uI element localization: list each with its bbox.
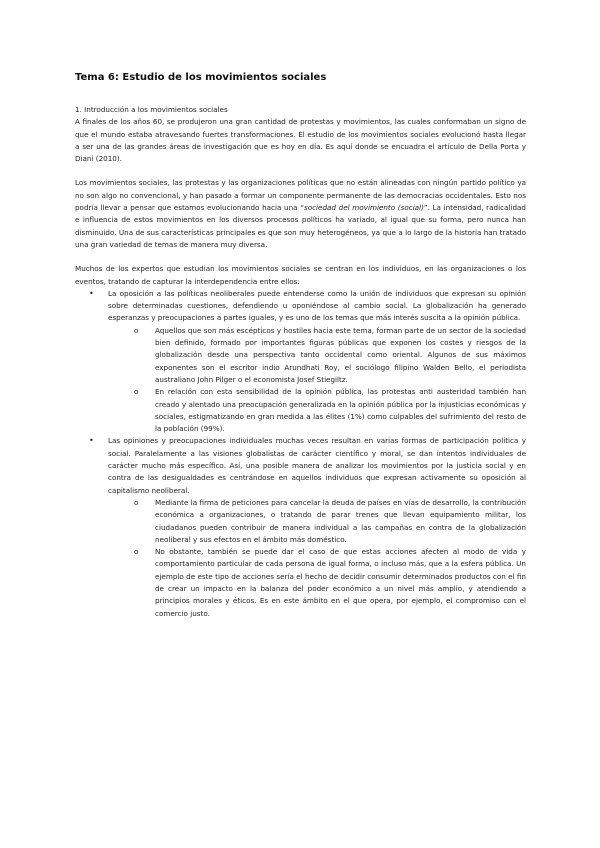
paragraph-2-text-start: Los movimientos sociales, las protestas y las organizaciones políticas que no están alineadas con ningún partido político ya no son algo no convencional, y han pasado a formar un componente permanente de las democracias occidentales. Esto nos podría llevar a pensar que estamos evolucionando hacia una “ <box>75 178 526 213</box>
list-item-text: La oposición a las políticas neoliberales puede entenderse como la unión de individuos que expresan su opinión sobre determinadas cuestiones, defendiendo u oponiéndose al cambio social. La globalización ha generado esperanzas y preocupaciones a partes iguales, y es uno de los temas que más interés suscita a la opinión pública. <box>108 288 526 323</box>
sub-list-item <box>134 497 526 546</box>
bullet-list <box>75 288 526 620</box>
intro-paragraph: A finales de los años 60, se produjeron una gran cantidad de protestas y movimientos, las cuales conformaban un signo de que el mundo estaba atravesando fuertes transformaciones. El estudio de los movimientos sociales evolucionó hasta llegar a ser una de las grandes áreas de investigación que es hoy en día. Es aquí donde se encuadra el artículo de Della Porta y Diani (2010). <box>75 117 526 164</box>
paragraph-2-text-end: ”. La intensidad, radicalidad e influencia de estos movimientos en los diversos procesos políticos ha variado, al igual que su forma, pero nunca han disminuido. Una de sus características principales es que son muy heterogéneos, ya que a lo largo de la historia han tratado una gran variedad de temas de manera muy diversa. <box>75 203 526 249</box>
paragraph-2 <box>75 177 526 251</box>
sub-bullet-list <box>108 325 526 436</box>
sub-bullet-icon: o <box>134 547 139 557</box>
paragraph-2-italic-term: sociedad del movimiento (social) <box>303 203 424 213</box>
paragraph-3: Muchos de los expertos que estudian los movimientos sociales se centran en los individuos, en las organizaciones o los eventos, tratando de capturar la interdependencia entre ellos: <box>75 264 526 286</box>
sub-list-item-text: No obstante, también se puede dar el caso de que estas acciones afecten al modo de vida y comportamiento particular de cada persona de igual forma, o incluso más, que a la esfera pública. Un ejemplo de este tipo de acciones sería el hecho de decidir consumir determinados productos con el fin de crear un impacto en la balanza del poder económico a un nivel más amplio, y atendiendo a principios morales y éticos. Es en este ámbito en el que opera, por ejemplo, el compromiso con el comercio justo. <box>155 547 526 618</box>
bullet-icon: • <box>89 436 94 446</box>
page-title: Tema 6: Estudio de los movimientos sociales <box>75 72 327 83</box>
sub-list-item-text: Mediante la firma de peticiones para cancelar la deuda de países en vías de desarrollo, la contribución económica a organizaciones, o tratando de parar trenes que llevan equipamiento militar, los ciudadanos pueden contribuir de manera individual a las campañas en contra de la globalización neoliberal y sus efectos en el ámbito más doméstico. <box>155 497 526 544</box>
list-item <box>75 288 526 436</box>
sub-list-item <box>134 546 526 620</box>
sub-list-item <box>134 325 526 386</box>
sub-bullet-icon: o <box>134 497 139 507</box>
document-body <box>75 104 526 620</box>
sub-bullet-icon: o <box>134 325 139 335</box>
list-item-text: Las opiniones y preocupaciones individuales muchas veces resultan en varias formas de participación política y social. Paralelamente a las visiones globalistas de carácter científico y moral, se dan intentos individuales de carácter mucho más específico. Así, una posible manera de analizar los movimientos por la justicia social y en contra de las desigualdades es centrándose en aquellos individuos que expresan activamente su oposición al capitalismo neoliberal. <box>108 436 526 495</box>
sub-list-item-text: Aquellos que son más escépticos y hostiles hacia este tema, forman parte de un sector de la sociedad bien definido, formado por importantes figuras públicas que exponen los costes y riesgos de la globalización desde una perspectiva tanto occidental como oriental. Algunos de sus máximos exponentes son el escritor indio Arundhati Roy, el sociólogo filipino Walden Bello, el periodista australiano John Pilger o el economista Josef Stiegiltz. <box>155 325 526 384</box>
sub-list-item <box>134 386 526 435</box>
bullet-icon: • <box>89 288 94 298</box>
section-heading: 1. Introducción a los movimientos sociales <box>75 105 228 114</box>
sub-list-item-text: En relación con esta sensibilidad de la opinión pública, las protestas anti austeridad también han creado y alentado una preocupación generalizada en la opinión pública por la injusticias económicas y sociales, estigmatizando en gran medida a las élites (1%) como culpables del sufrimiento del resto de la población (99%). <box>155 387 526 434</box>
sub-bullet-icon: o <box>134 387 139 397</box>
sub-bullet-list <box>108 497 526 620</box>
list-item <box>75 435 526 619</box>
